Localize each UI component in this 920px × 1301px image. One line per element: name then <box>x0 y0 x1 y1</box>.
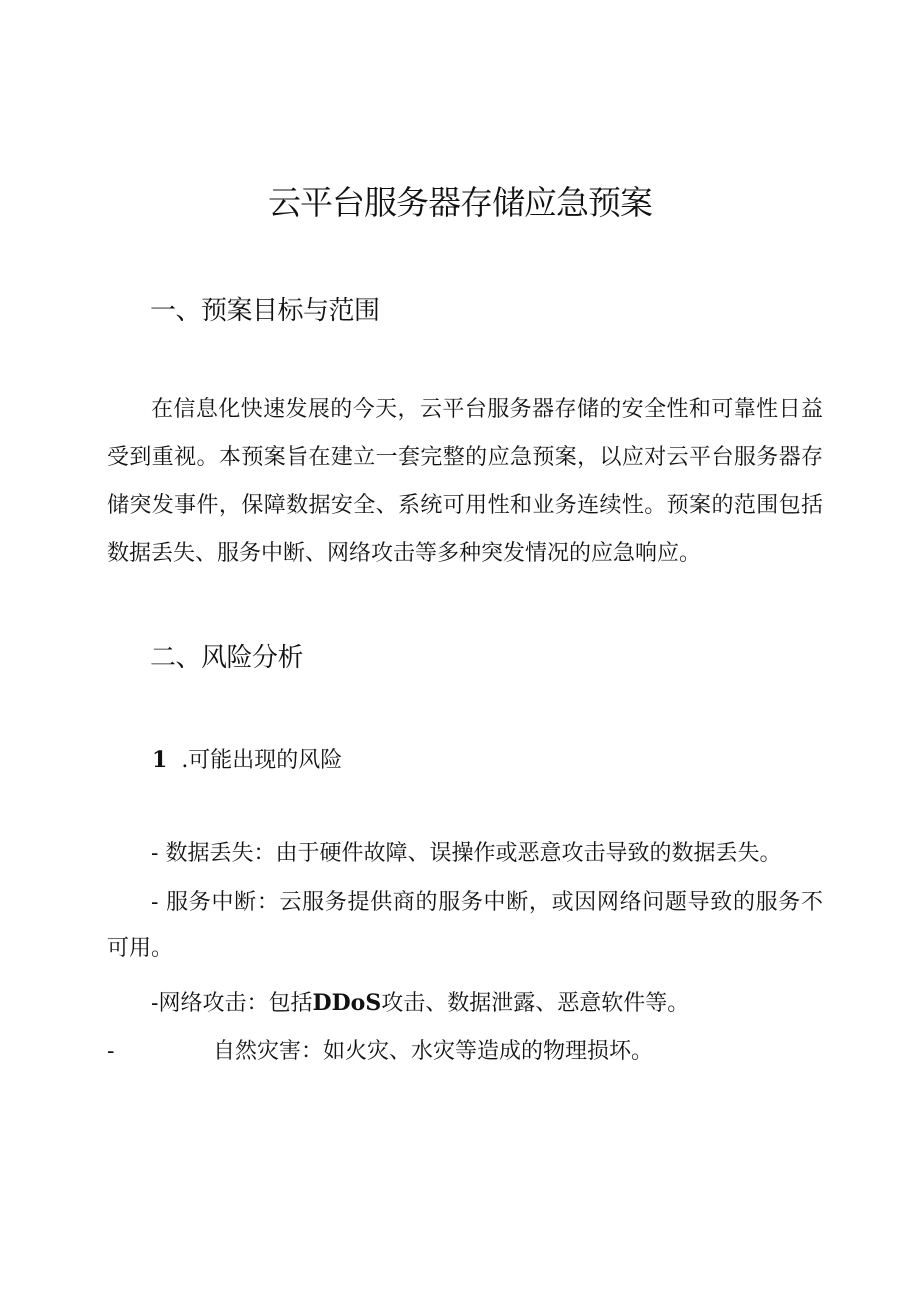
section-heading-objectives: 一、预案目标与范围 <box>150 296 380 326</box>
risk-separator: ： <box>253 841 276 866</box>
risk-description: 由于硬件故障、误操作或恶意攻击导致的数据丢失。 <box>275 841 782 866</box>
risk-label: 服务中断 <box>166 890 257 915</box>
risk-label: 数据丢失 <box>165 841 254 866</box>
risk-separator: ： <box>301 1039 324 1064</box>
risk-description-suffix: 攻击、数据泄露、恶意软件等。 <box>381 991 690 1016</box>
risk-dash: - <box>151 890 167 915</box>
document-title: 云平台服务器存储应急预案 <box>268 183 652 222</box>
risk-item-data-loss <box>107 834 823 874</box>
subsection-heading <box>152 740 342 781</box>
risk-description: 云服务提供商的服务中断，或因网络问题导致的服务不可用。 <box>107 890 823 961</box>
risk-item-natural-disaster <box>107 1032 823 1072</box>
section-heading-risk-analysis: 二、风险分析 <box>150 643 304 673</box>
objectives-paragraph: 在信息化快速发展的今天，云平台服务器存储的安全性和可靠性日益受到重视。本预案旨在建立一套完整的应急预案，以应对云平台服务器存储突发事件，保障数据安全、系统可用性和业务连续性。预案的范围包括数据丢失、服务中断、网络攻击等多种突发情况的应急响应。 <box>107 397 823 566</box>
risk-dash: - <box>107 1039 115 1064</box>
risk-dash: - <box>151 991 159 1016</box>
risk-label: 网络攻击 <box>158 991 247 1016</box>
risk-dash: - <box>151 841 166 866</box>
risk-separator: ： <box>256 890 280 915</box>
risk-separator: ： <box>246 991 269 1016</box>
subsection-number: 1 <box>152 747 168 773</box>
risk-item-service-outage <box>107 880 823 972</box>
risk-description-prefix: 包括 <box>268 991 313 1016</box>
risk-description: 如火灾、水灾等造成的物理损坏。 <box>323 1039 654 1064</box>
risk-label: 自然灾害 <box>213 1039 302 1064</box>
risk-item-network-attack <box>107 983 823 1024</box>
ddos-highlight: DDoS <box>312 990 382 1016</box>
subsection-title: .可能出现的风险 <box>181 748 343 773</box>
